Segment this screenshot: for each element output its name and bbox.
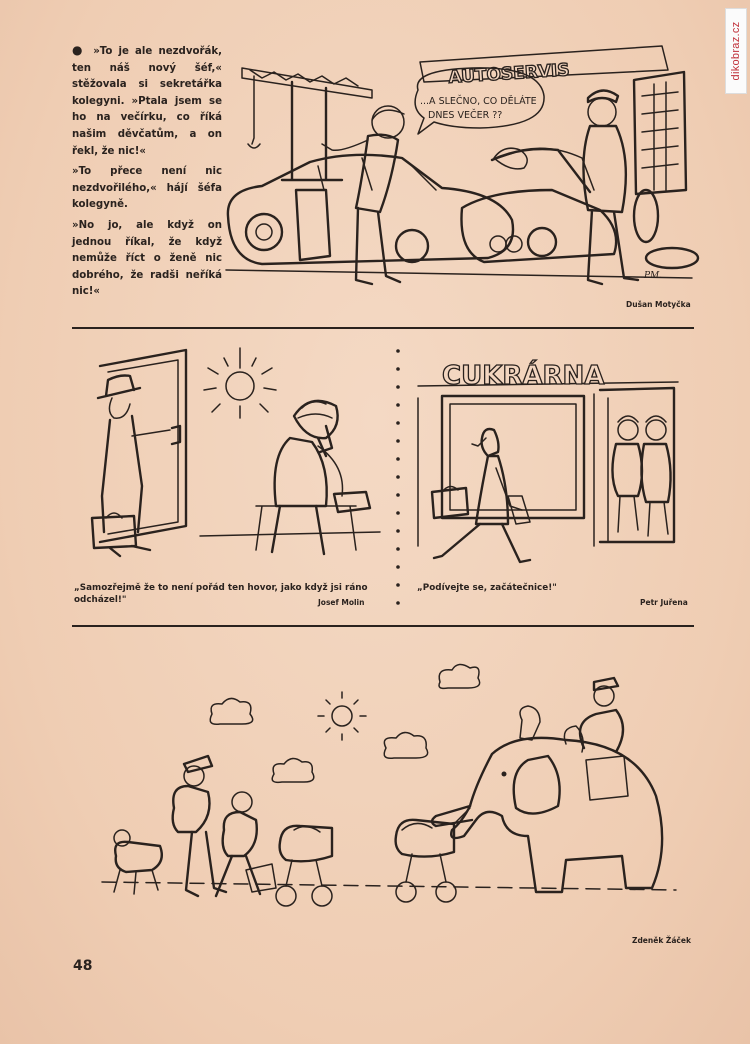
bullet-icon: ●: [72, 43, 86, 57]
joke-paragraph: ● »To je ale nezdvořák, ten náš nový šéf,« stěžovala si sekretářka kolegyni. »Ptala jsem se ho na večírku, co říká našim děvčatům, a on řekl, že nic!«: [72, 43, 223, 157]
watermark[interactable]: [725, 8, 747, 94]
dotted-separator: [396, 348, 400, 610]
author-credit: Zdeněk Žáček: [632, 936, 691, 945]
divider-line: [72, 327, 694, 329]
speech-line-1: ...A SLEČNO, CO DĚLÁTE: [420, 96, 537, 107]
author-credit: Dušan Motyčka: [626, 300, 691, 309]
speech-line-2: DNES VEČER ??: [428, 110, 503, 121]
divider-line: [72, 625, 694, 627]
autoservis-sign: AUTOSERVIS: [447, 60, 571, 88]
elephant-cartoon: [96, 656, 686, 920]
joke-text: [72, 42, 222, 305]
artist-initials: PM.: [644, 271, 663, 281]
author-credit: Josef Molin: [318, 598, 365, 607]
phone-cartoon: [80, 346, 380, 566]
cukrarna-sign: CUKRÁRNA: [442, 361, 605, 391]
joke-paragraph: »No jo, ale když on jednou říkal, že když nemůže říct o ženě nic dobrého, že radši neříká nic!«: [72, 219, 222, 298]
pastry-shop-cartoon: [412, 346, 684, 586]
page-number: 48: [73, 958, 93, 974]
garage-cartoon: [222, 40, 700, 290]
joke-paragraph: »To přece není nic nezdvořilého,« hájí šéfa kolegyně.: [72, 166, 222, 211]
pastry-caption: „Podívejte se, začátečnice!": [417, 583, 557, 593]
author-credit: Petr Juřena: [640, 598, 688, 607]
watermark-text: dikobraz.cz: [730, 21, 742, 81]
phone-caption: „Samozřejmě že to není pořád ten hovor, jako když jsi ráno odcházel!": [74, 583, 368, 605]
